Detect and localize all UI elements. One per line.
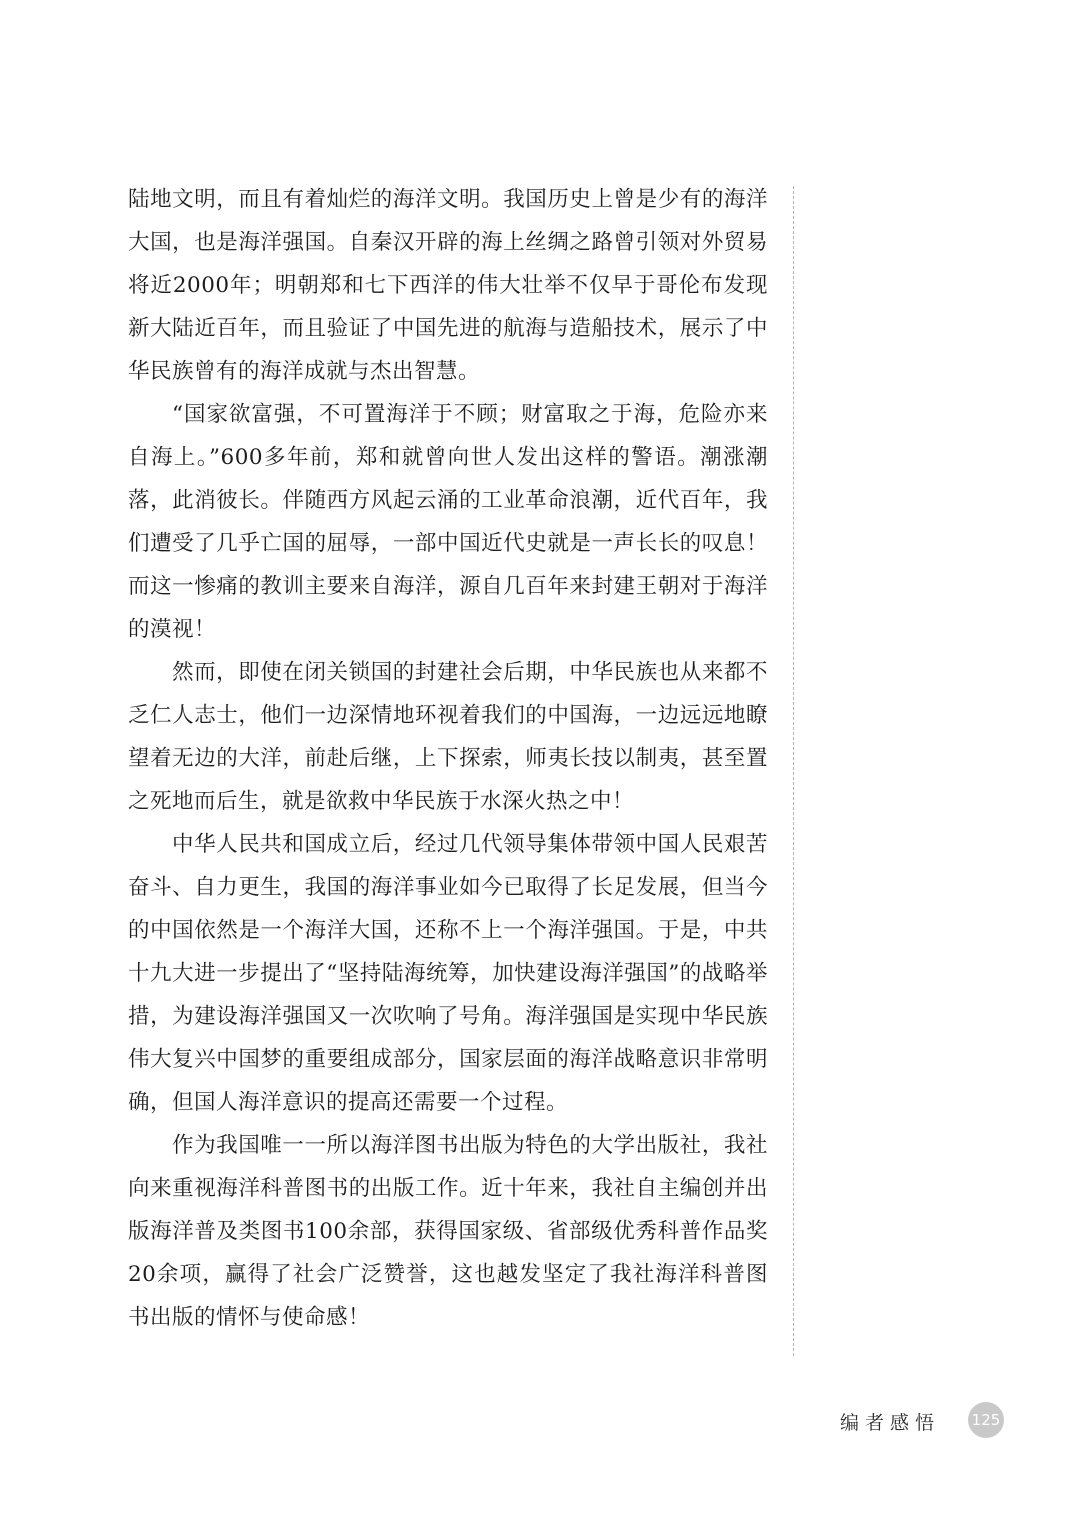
paragraph-3: 然而，即使在闭关锁国的封建社会后期，中华民族也从来都不乏仁人志士，他们一边深情地环视着我们的中国海，一边远远地瞭望着无边的大洋，前赴后继，上下探索，师夷长技以制夷，甚至置之死地而后生，就是欲救中华民族于水深火热之中！ — [128, 660, 768, 814]
body-text — [128, 178, 768, 1339]
paragraph-5: 作为我国唯一一所以海洋图书出版为特色的大学出版社，我社向来重视海洋科普图书的出版工作。近十年来，我社自主编创并出版海洋普及类图书100余部，获得国家级、省部级优秀科普作品奖20余项，赢得了社会广泛赞誉，这也越发坚定了我社海洋科普图书出版的情怀与使命感！ — [128, 1133, 768, 1330]
paragraph-2: “国家欲富强，不可置海洋于不顾；财富取之于海，危险亦来自海上。”600多年前，郑和就曾向世人发出这样的警语。潮涨潮落，此消彼长。伴随西方风起云涌的工业革命浪潮，近代百年，我们遭受了几乎亡国的屈辱，一部中国近代史就是一声长长的叹息！而这一惨痛的教训主要来自海洋，源自几百年来封建王朝对于海洋的漠视！ — [128, 402, 768, 642]
page-footer — [0, 1400, 1080, 1444]
paragraph-4: 中华人民共和国成立后，经过几代领导集体带领中国人民艰苦奋斗、自力更生，我国的海洋事业如今已取得了长足发展，但当今的中国依然是一个海洋大国，还称不上一个海洋强国。于是，中共十九大进一步提出了“坚持陆海统筹，加快建设海洋强国”的战略举措，为建设海洋强国又一次吹响了号角。海洋强国是实现中华民族伟大复兴中国梦的重要组成部分，国家层面的海洋战略意识非常明确，但国人海洋意识的提高还需要一个过程。 — [128, 832, 768, 1115]
margin-divider — [793, 186, 794, 1356]
paragraph-1: 陆地文明，而且有着灿烂的海洋文明。我国历史上曾是少有的海洋大国，也是海洋强国。自秦汉开辟的海上丝绸之路曾引领对外贸易将近2000年；明朝郑和七下西洋的伟大壮举不仅早于哥伦布发现新大陆近百年，而且验证了中国先进的航海与造船技术，展示了中华民族曾有的海洋成就与杰出智慧。 — [128, 187, 768, 384]
section-title: 编者感悟 — [839, 1412, 940, 1434]
page-number-badge: 125 — [968, 1402, 1004, 1438]
